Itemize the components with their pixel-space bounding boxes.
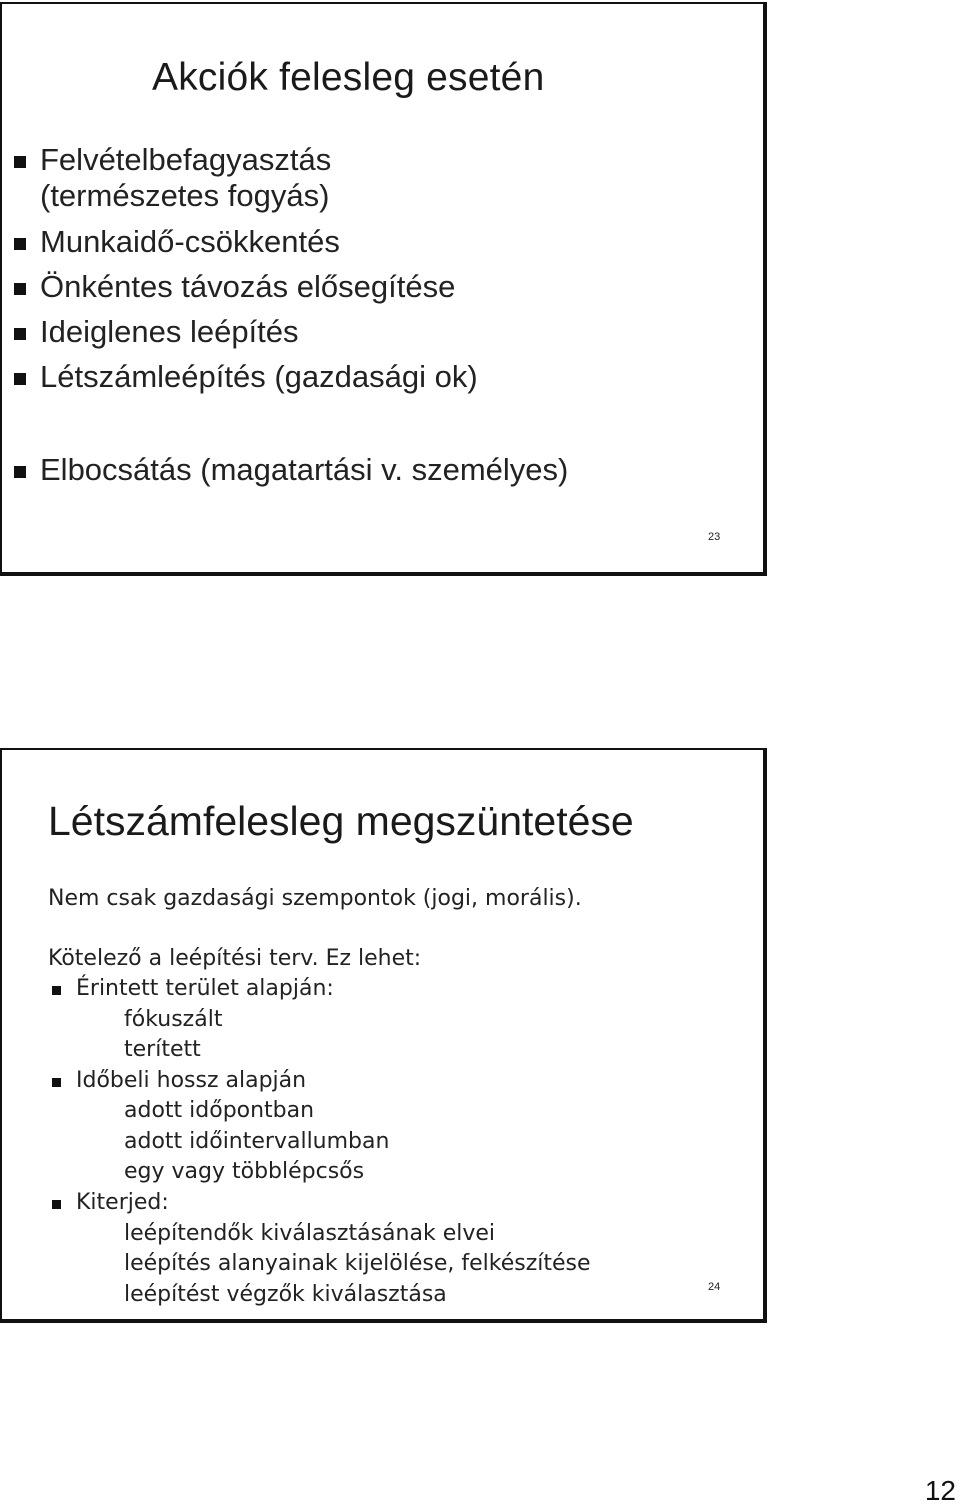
bullet-text: Önkéntes távozás elősegítése <box>40 269 456 304</box>
square-bullet-icon <box>14 238 26 250</box>
list-item-label: Időbeli hossz alapján <box>76 1068 307 1093</box>
bullet-text: Ideiglenes leépítés <box>40 314 299 349</box>
square-bullet-icon <box>52 1200 61 1209</box>
list-subitem: egy vagy többlépcsős <box>124 1159 365 1184</box>
sheet-page-number: 12 <box>924 1475 956 1506</box>
slide-23 <box>0 2 767 576</box>
list-subitem: fókuszált <box>124 1007 223 1032</box>
list-subitem: leépítést végzők kiválasztása <box>124 1282 447 1307</box>
list-subitem: leépítés alanyainak kijelölése, felkészítése <box>124 1251 591 1276</box>
square-bullet-icon <box>52 986 61 995</box>
square-bullet-icon <box>14 373 26 385</box>
square-bullet-icon <box>14 283 26 295</box>
slide-title: Akciók felesleg esetén <box>152 56 545 99</box>
square-bullet-icon <box>14 328 26 340</box>
bullet-text-continued: (természetes fogyás) <box>40 178 330 213</box>
list-subitem: adott időintervallumban <box>124 1129 390 1154</box>
list-subitem: adott időpontban <box>124 1098 315 1123</box>
bullet-text: Elbocsátás (magatartási v. személyes) <box>40 452 569 487</box>
square-bullet-icon <box>14 156 26 168</box>
slide-page-number: 24 <box>708 1281 721 1293</box>
intro-text: Kötelező a leépítési terv. Ez lehet: <box>48 946 422 971</box>
slide-title: Létszámfelesleg megszüntetése <box>48 798 634 844</box>
list-item-label: Érintett terület alapján: <box>76 976 334 1001</box>
list-subitem: leépítendők kiválasztásának elvei <box>124 1221 496 1246</box>
slide-24 <box>0 748 767 1323</box>
list-subitem: terített <box>124 1037 201 1062</box>
slide-page-number: 23 <box>708 531 721 543</box>
list-item-label: Kiterjed: <box>76 1190 169 1215</box>
square-bullet-icon <box>52 1078 61 1087</box>
square-bullet-icon <box>14 466 26 478</box>
bullet-text: Létszámleépítés (gazdasági ok) <box>40 359 478 394</box>
intro-text: Nem csak gazdasági szempontok (jogi, morális). <box>48 886 582 911</box>
bullet-text: Felvételbefagyasztás <box>40 142 332 177</box>
bullet-text: Munkaidő-csökkentés <box>40 224 340 259</box>
